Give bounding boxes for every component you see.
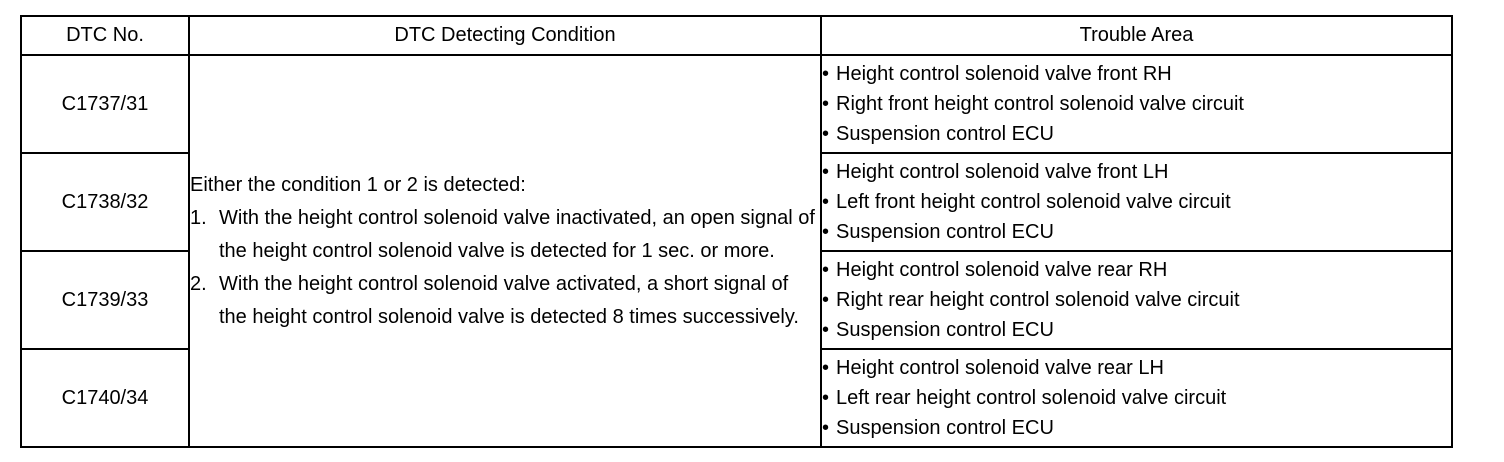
list-item: • Left rear height control solenoid valve circuit xyxy=(822,383,1451,413)
condition-number: 2. xyxy=(190,272,207,295)
trouble-area-list xyxy=(822,157,1451,247)
condition-text: With the height control solenoid valve inactivated, an open signal of the height control solenoid valve is detected for 1 sec. or more. xyxy=(219,206,815,262)
list-item: • Height control solenoid valve rear RH xyxy=(822,255,1451,285)
bullet-icon: • xyxy=(822,191,830,213)
list-item: • Right rear height control solenoid valve circuit xyxy=(822,285,1451,315)
list-item: • Height control solenoid valve rear LH xyxy=(822,353,1451,383)
condition-text: With the height control solenoid valve activated, a short signal of the height control solenoid valve is detected 8 times successively. xyxy=(219,272,799,328)
bullet-icon: • xyxy=(822,63,830,85)
trouble-area xyxy=(821,251,1452,349)
bullet-icon: • xyxy=(822,93,830,115)
trouble-area-list xyxy=(822,353,1451,443)
trouble-area xyxy=(821,153,1452,251)
list-item: • Suspension control ECU xyxy=(822,217,1451,247)
condition-number: 1. xyxy=(190,206,207,229)
header-trouble-area: Trouble Area xyxy=(821,16,1452,55)
dtc-code: C1740/34 xyxy=(21,349,189,447)
list-item: • Suspension control ECU xyxy=(822,413,1451,443)
detecting-condition xyxy=(189,55,821,447)
dtc-code: C1738/32 xyxy=(21,153,189,251)
condition-item xyxy=(190,202,820,268)
bullet-icon: • xyxy=(822,387,830,409)
bullet-icon: • xyxy=(822,357,830,379)
list-item: • Left front height control solenoid valve circuit xyxy=(822,187,1451,217)
list-item: • Height control solenoid valve front LH xyxy=(822,157,1451,187)
table-row xyxy=(21,55,1452,153)
dtc-table xyxy=(20,15,1453,448)
condition-item xyxy=(190,268,820,334)
header-dtc-no: DTC No. xyxy=(21,16,189,55)
dtc-code: C1737/31 xyxy=(21,55,189,153)
trouble-area xyxy=(821,349,1452,447)
bullet-icon: • xyxy=(822,123,830,145)
bullet-icon: • xyxy=(822,289,830,311)
list-item: • Height control solenoid valve front RH xyxy=(822,59,1451,89)
condition-list xyxy=(190,202,820,334)
list-item: • Suspension control ECU xyxy=(822,119,1451,149)
header-row xyxy=(21,16,1452,55)
bullet-icon: • xyxy=(822,259,830,281)
list-item: • Suspension control ECU xyxy=(822,315,1451,345)
bullet-icon: • xyxy=(822,221,830,243)
header-detecting-condition: DTC Detecting Condition xyxy=(189,16,821,55)
dtc-code: C1739/33 xyxy=(21,251,189,349)
trouble-area-list xyxy=(822,59,1451,149)
list-item: • Right front height control solenoid valve circuit xyxy=(822,89,1451,119)
bullet-icon: • xyxy=(822,161,830,183)
bullet-icon: • xyxy=(822,319,830,341)
trouble-area xyxy=(821,55,1452,153)
bullet-icon: • xyxy=(822,417,830,439)
trouble-area-list xyxy=(822,255,1451,345)
condition-intro: Either the condition 1 or 2 is detected: xyxy=(190,173,526,196)
